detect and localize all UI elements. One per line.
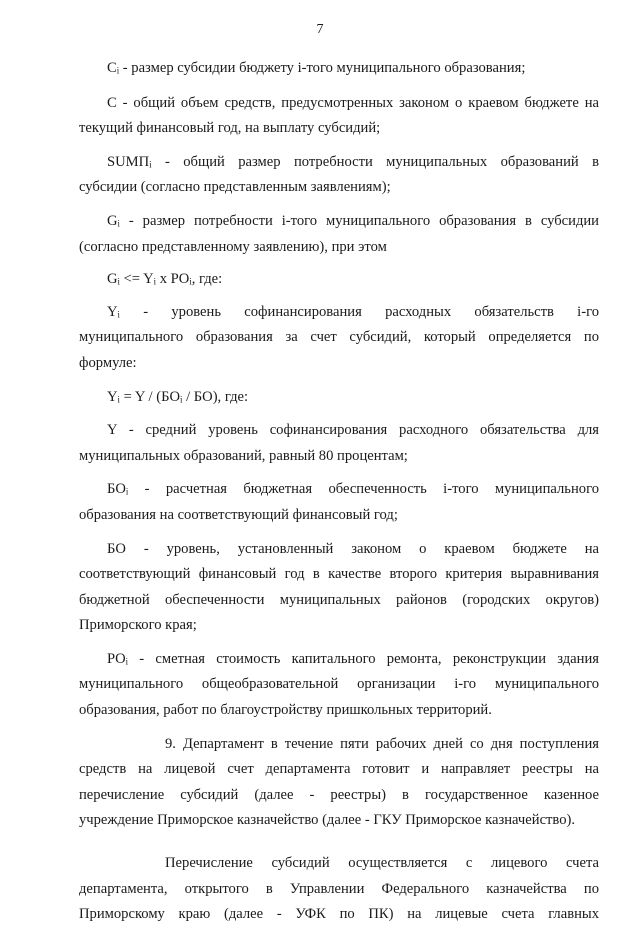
text-line: БOᵢ - расчетная бюджетная обеспеченность i-того муниципального xyxy=(107,481,599,498)
text-line: формуле: xyxy=(79,354,137,371)
text-line: 9. Департамент в течение пяти рабочих дней со дня поступления xyxy=(165,735,599,752)
text-line: образования, работ по благоустройству пришкольных территорий. xyxy=(79,702,492,719)
paragraph-p5 xyxy=(79,267,599,293)
text-line: муниципального общеобразовательной организации i-го муниципального xyxy=(79,676,599,693)
text-line: БO - уровень, установленный законом о краевом бюджете на xyxy=(107,540,599,557)
text-line: образования на соответствующий финансовый год; xyxy=(79,506,398,523)
text-line: средств на лицевой счет департамента готовит и направляет реестры на xyxy=(79,761,599,778)
text-line: перечисление субсидий (далее - реестры) в государственное казенное xyxy=(79,786,599,803)
paragraph-p4 xyxy=(79,209,599,260)
text-line: Приморскому краю (далее - УФК по ПК) на лицевые счета главных xyxy=(79,906,599,923)
document-body xyxy=(79,56,599,928)
text-line: SUMПᵢ - общий размер потребности муниципальных образований в xyxy=(107,153,599,170)
paragraph-p7 xyxy=(79,385,599,411)
paragraph-p6 xyxy=(79,300,599,377)
text-line: соответствующий финансовый год в качестве второго критерия выравнивания xyxy=(79,566,599,583)
paragraph-p11 xyxy=(79,647,599,724)
paragraph-p10 xyxy=(79,537,599,639)
paragraph-p3 xyxy=(79,150,599,201)
text-line: муниципального образования за счет субсидий, который определяется по xyxy=(79,329,599,346)
text-line: С - общий объем средств, предусмотренных законом о краевом бюджете на xyxy=(107,94,599,111)
text-line: Cᵢ - размер субсидии бюджету i-того муниципального образования; xyxy=(107,60,526,76)
text-line: бюджетной обеспеченности муниципальных районов (городских округов) xyxy=(79,591,599,608)
text-line: Y - средний уровень софинансирования расходного обязательства для xyxy=(107,422,599,439)
text-line: Gᵢ <= Yᵢ x POᵢ, где: xyxy=(107,271,223,288)
paragraph-p9 xyxy=(79,477,599,528)
text-line: POᵢ - сметная стоимость капитального ремонта, реконструкции здания xyxy=(107,650,599,667)
paragraph-p2 xyxy=(79,91,599,142)
text-line: Yᵢ = Y / (БOᵢ / БO), где: xyxy=(107,388,249,405)
text-line: Приморского края; xyxy=(79,617,197,634)
text-line: субсидии (согласно представленным заявлениям); xyxy=(79,179,391,196)
text-line: муниципальных образований, равный 80 процентам; xyxy=(79,447,408,464)
text-line: Перечисление субсидий осуществляется с лицевого счета xyxy=(165,855,599,872)
text-line: Gᵢ - размер потребности i-того муниципального образования в субсидии xyxy=(107,212,599,229)
paragraph-p8 xyxy=(79,418,599,469)
text-line: текущий финансовый год, на выплату субсидий; xyxy=(79,120,381,137)
text-line: учреждение Приморское казначейство (далее - ГКУ Приморское казначейство). xyxy=(79,812,576,829)
page-number: 7 xyxy=(316,22,324,37)
text-line: департамента, открытого в Управлении Федерального казначейства по xyxy=(79,880,599,897)
paragraph-p1 xyxy=(79,56,599,82)
text-line: (согласно представленному заявлению), при этом xyxy=(79,238,387,255)
text-line: Yᵢ - уровень софинансирования расходных обязательств i-го xyxy=(107,303,599,320)
paragraph-p13 xyxy=(79,851,599,928)
paragraph-p12 xyxy=(79,732,599,834)
